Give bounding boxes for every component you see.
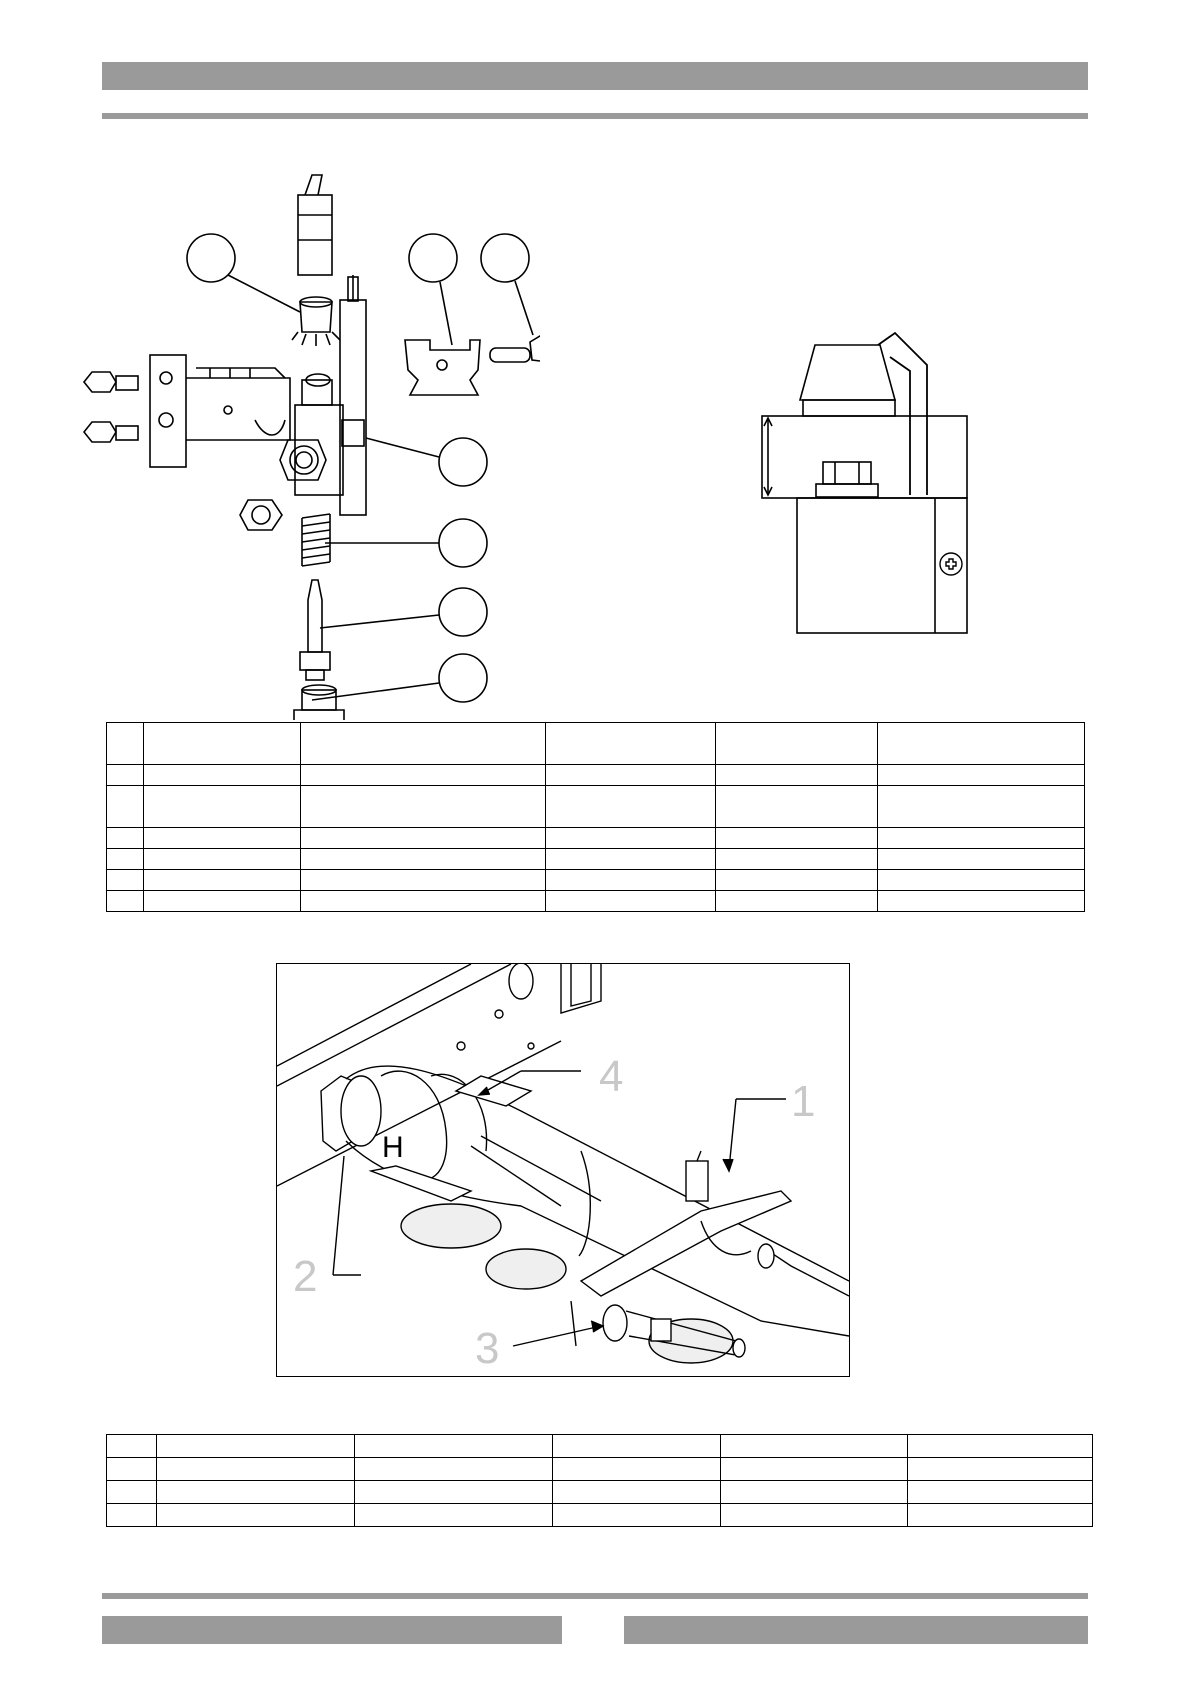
callout-circle (439, 588, 487, 636)
parts-table-bottom (106, 1434, 1093, 1527)
exploded-parts-diagram (80, 160, 540, 720)
footer-rule (102, 1593, 1088, 1599)
photo-callout-2: 2 (293, 1252, 318, 1301)
photo-callout-4: 4 (599, 1052, 624, 1101)
callout-circle (481, 234, 529, 282)
callout-circle (409, 234, 457, 282)
callout-circle (439, 519, 487, 567)
callout-circle (187, 234, 235, 282)
header-bar (102, 62, 1088, 90)
callout-circle (439, 438, 487, 486)
parts-table-top (106, 722, 1085, 912)
footer-bar-right (624, 1616, 1088, 1644)
phillips-screw-icon (940, 553, 962, 575)
height-gauge-diagram (755, 320, 995, 640)
footer-bar-left (102, 1616, 562, 1644)
callout-circle (439, 654, 487, 702)
assembly-photo (276, 963, 850, 1377)
header-rule (102, 113, 1088, 119)
h-dimension-label: H (382, 1131, 404, 1164)
photo-callout-3: 3 (475, 1324, 500, 1373)
photo-callout-1: 1 (791, 1077, 816, 1126)
